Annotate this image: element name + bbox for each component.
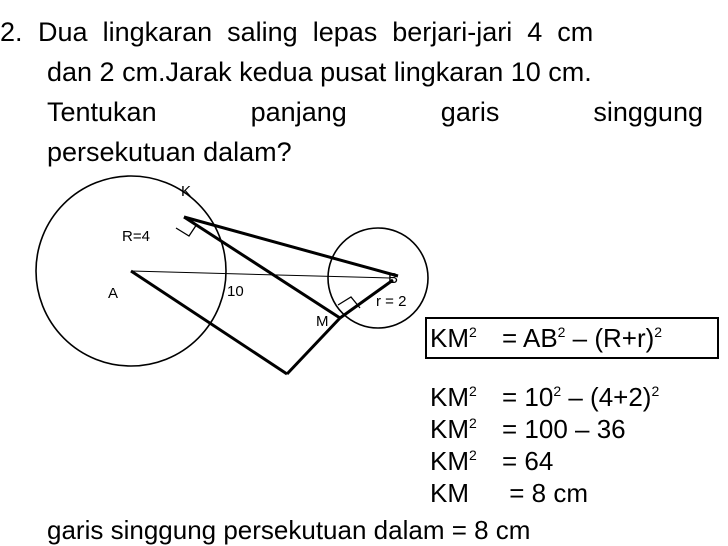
question-text-4: persekutuan dalam? xyxy=(47,137,292,167)
question-text-1: Dua lingkaran saling lepas berjari-jari 4 cm xyxy=(38,17,594,47)
question-text-2: dan 2 cm.Jarak kedua pusat lingkaran 10 cm. xyxy=(47,57,592,87)
label-distance: 10 xyxy=(227,283,244,300)
step-sup: 2 xyxy=(469,447,477,463)
question-word: Tentukan xyxy=(47,97,157,127)
label-R: R=4 xyxy=(122,228,150,245)
formula-sup: 2 xyxy=(557,324,566,340)
formula-sup: 2 xyxy=(654,324,663,340)
step-3 xyxy=(430,446,553,476)
step-lhs: KM xyxy=(430,478,469,508)
tangent-KM xyxy=(184,217,340,318)
step-2 xyxy=(430,414,626,444)
step-rhs-a: = 10 xyxy=(502,382,554,412)
step-sup: 2 xyxy=(469,415,477,431)
question-word: garis xyxy=(440,97,500,127)
label-K: K xyxy=(181,183,192,200)
step-sup: 2 xyxy=(469,383,477,399)
step-rhs: = 64 xyxy=(502,446,554,476)
formula-lhs: KM xyxy=(430,323,469,353)
step-1 xyxy=(430,382,659,412)
question-word: panjang xyxy=(250,97,347,127)
step-sup: 2 xyxy=(553,383,562,399)
step-rhs: = 100 – 36 xyxy=(502,414,626,444)
step-rhs: = 8 cm xyxy=(502,478,588,508)
final-answer: garis singgung persekutuan dalam = 8 cm xyxy=(47,515,531,545)
step-rhs-b: – (4+2) xyxy=(561,382,652,412)
question-word: singgung xyxy=(593,97,703,127)
line-K-edge xyxy=(184,217,398,276)
step-4 xyxy=(430,478,588,508)
formula-sup: 2 xyxy=(469,324,477,340)
step-sup: 2 xyxy=(651,383,660,399)
label-B: B xyxy=(388,270,399,287)
formula xyxy=(430,323,662,353)
line-A-P xyxy=(131,271,287,374)
label-A: A xyxy=(108,285,119,302)
formula-rhs-a: = AB xyxy=(502,323,558,353)
center-line-AB xyxy=(131,271,390,278)
line-P-M xyxy=(287,318,340,374)
step-lhs: KM xyxy=(430,382,469,412)
label-r: r = 2 xyxy=(376,293,407,310)
question-number: 2. xyxy=(0,17,23,47)
label-M: M xyxy=(316,313,329,330)
step-lhs: KM xyxy=(430,446,469,476)
formula-rhs-b: – (R+r) xyxy=(565,323,655,353)
step-lhs: KM xyxy=(430,414,469,444)
right-angle-K xyxy=(176,224,197,236)
